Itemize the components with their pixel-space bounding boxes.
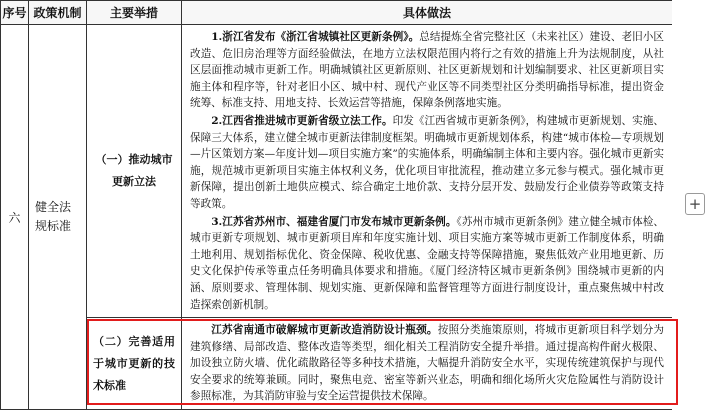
detail-paragraph [190,322,664,405]
add-button[interactable] [685,193,705,215]
table-row [1,318,673,410]
header-no: 序号 [1,1,29,25]
detail-text: 印发《江西省城市更新条例》，构建城市更新规划、实施、保障三大体系，建立健全城市更新法律制度框架。明确城市更新规划体系，构建“城市体检—专项规划—片区策划方案—年度计划—项目实施方案”的实施体系，明确编制主体和主要内容。强化城市更新实施，规范城市更新项目实施主体权利义务，优化项目审批流程，推动建立多元参与模式。强化城市更新保障，提出创新土地供应模式、综合确定土地价款、支持分层开发、鼓励发行企业债券等政策支持等政策。 [190,114,665,210]
measure-cell: （一）推动城市更新立法 [87,25,182,318]
detail-lead: 江苏省南通市破解城市更新改造消防设计瓶颈。 [211,324,438,337]
detail-text: 按照分类施策原则，将城市更新项目科学划分为建筑修缮、局部改造、整体改造等类型，细化相关工程消防安全提升举措。通过提高构件耐火极限、加设独立防火墙、优化疏散路径等多种技术措施，大幅提升消防安全水平，实现传统建筑保护与现代安全要求的统筹兼顾。同时，聚焦电竞、密室等新兴业态，明确和细化场所火灾危险属性与消防设计参照标准，为其消防审验与安全运营提供技术保障。 [190,324,665,403]
details-cell [182,25,673,318]
detail-lead: 2.江西省推进城市更新省级立法工作。 [211,114,393,127]
detail-paragraph [190,113,664,213]
header-measures: 主要举措 [87,1,182,25]
detail-lead: 3.江苏省苏州市、福建省厦门市发布城市更新条例。 [211,215,457,228]
mechanism-cell: 健全法规标准 [29,25,87,410]
table-header-row [1,1,673,25]
header-details: 具体做法 [182,1,673,25]
detail-lead: 1.浙江省发布《浙江省城镇社区更新条例》。 [211,31,420,43]
detail-paragraph [190,214,664,314]
detail-paragraph [190,29,664,112]
table-row [1,25,673,318]
row-number: 六 [1,25,29,410]
header-mechanism: 政策机制 [29,1,87,25]
plus-icon: + [688,195,702,213]
detail-text: 《苏州市城市更新条例》建立健全城市体检、城市更新专项规划、城市更新项目库和年度实施计划、项目实施方案等城市更新工作制度体系，明确土地利用、规划指标优化、资金保障、税收优惠、金融支持等保障措施，聚焦低效产业用地更新、历史文化保护传承等重点任务明确具体要求和措施。《厦门经济特区城市更新条例》围绕城市更新的内涵、原则要求、管理体制、规划实施、更新保障和监督管理等方面进行制度设计，重点聚焦城中村改造探索创新机制。 [190,215,664,311]
measure-cell: （二）完善适用于城市更新的技术标准 [87,318,182,410]
details-cell [182,318,673,410]
detail-text: 总结提炼全省完整社区（未来社区）建设、老旧小区改造、危旧房治理等方面经验做法，在地方立法权限范围内将行之有效的措施上升为法规制度，从社区层面推动城市更新工作。明确城镇社区更新原则、社区更新规划和计划编制要求、社区更新项目实施主体和程序等，针对老旧小区、城中村、现代产业区等不同类型社区分类明确指导标准，提出资金统筹、标准支持、用地支持、长效运营等措施，保障条例落地实施。 [190,31,664,110]
